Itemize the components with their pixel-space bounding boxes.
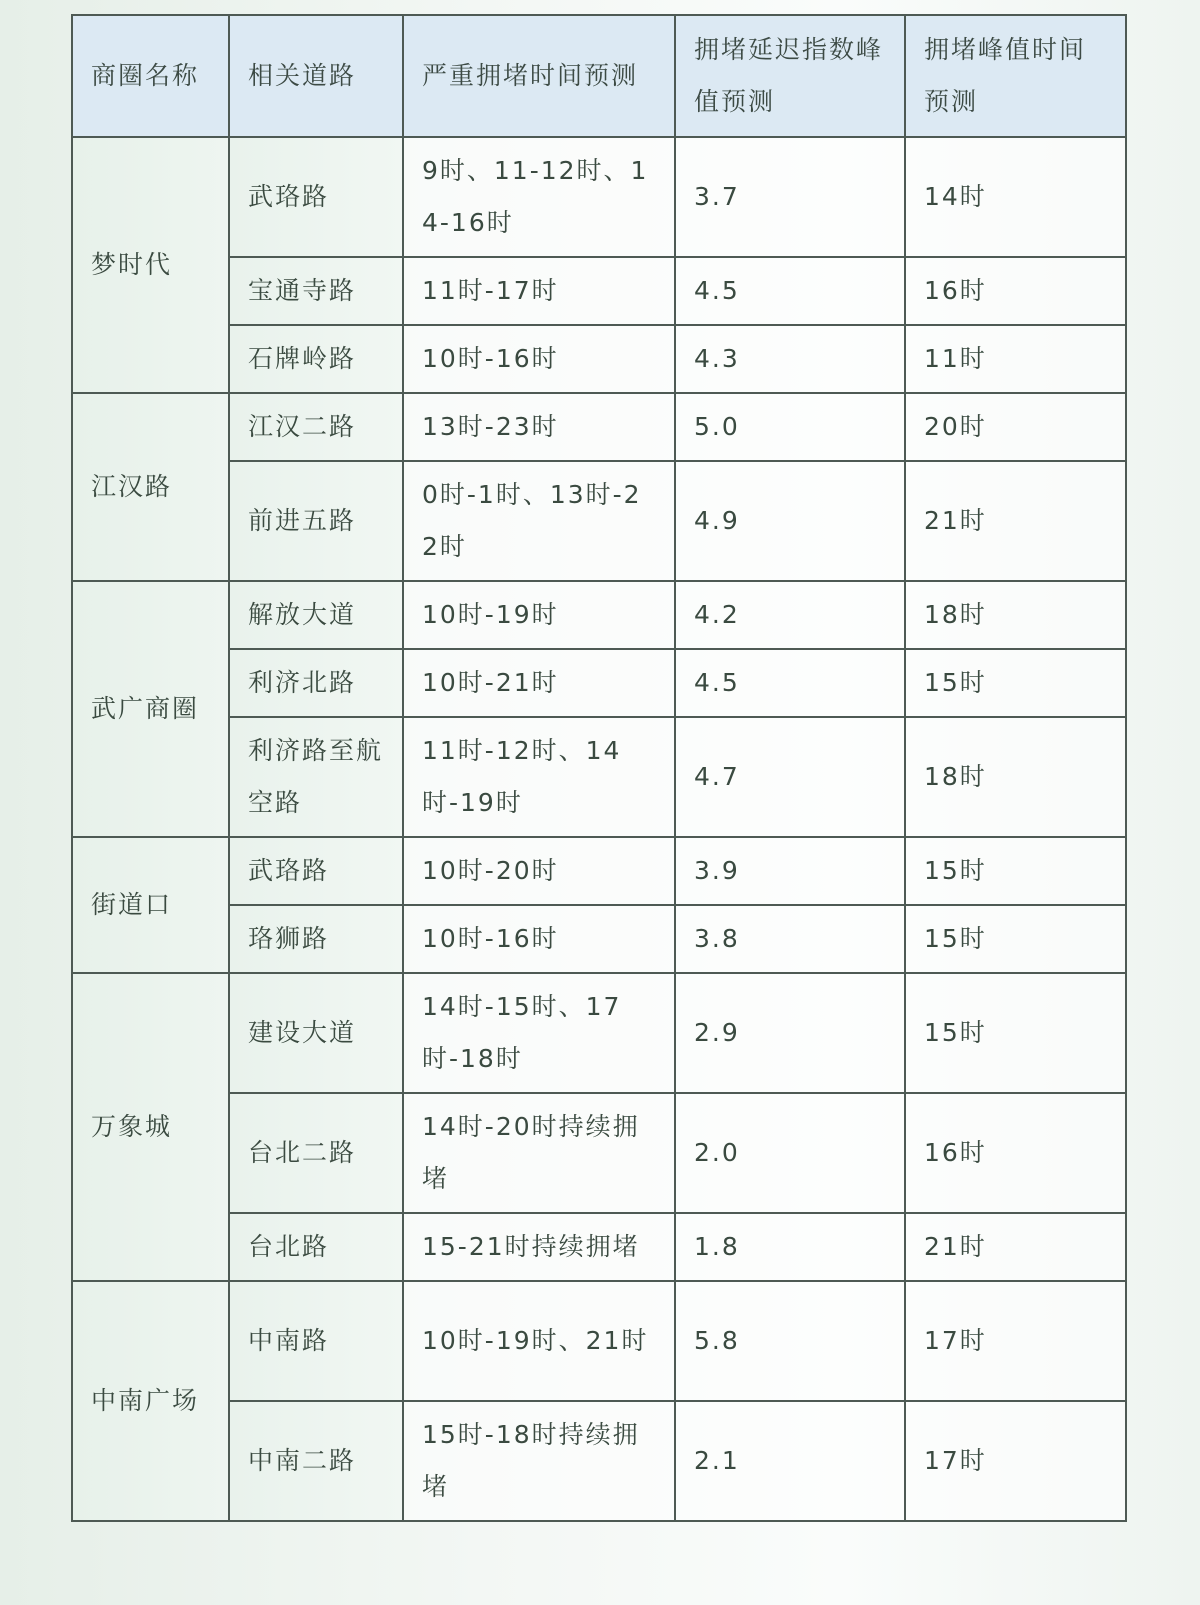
congestion-time: 10时-19时、21时	[403, 1281, 675, 1401]
road-name: 解放大道	[229, 581, 403, 649]
peak-time: 14时	[905, 137, 1126, 257]
district-name: 街道口	[72, 837, 229, 973]
table-row	[72, 257, 1126, 325]
congestion-time: 11时-17时	[403, 257, 675, 325]
peak-index: 4.2	[675, 581, 905, 649]
road-name: 建设大道	[229, 973, 403, 1093]
peak-time: 16时	[905, 1093, 1126, 1213]
header-peak-time: 拥堵峰值时间预测	[905, 15, 1126, 137]
header-road: 相关道路	[229, 15, 403, 137]
table-row	[72, 837, 1126, 905]
peak-time: 21时	[905, 1213, 1126, 1281]
peak-index: 1.8	[675, 1213, 905, 1281]
table-row	[72, 325, 1126, 393]
peak-index: 2.1	[675, 1401, 905, 1521]
header-congestion-time: 严重拥堵时间预测	[403, 15, 675, 137]
congestion-time: 10时-21时	[403, 649, 675, 717]
road-name: 珞狮路	[229, 905, 403, 973]
congestion-time: 10时-16时	[403, 905, 675, 973]
road-name: 利济北路	[229, 649, 403, 717]
table-row	[72, 1213, 1126, 1281]
peak-time: 15时	[905, 905, 1126, 973]
table-row	[72, 905, 1126, 973]
district-name: 江汉路	[72, 393, 229, 581]
congestion-time: 0时-1时、13时-22时	[403, 461, 675, 581]
congestion-time: 10时-20时	[403, 837, 675, 905]
road-name: 石牌岭路	[229, 325, 403, 393]
peak-index: 4.5	[675, 257, 905, 325]
peak-index: 5.0	[675, 393, 905, 461]
congestion-time: 9时、11-12时、14-16时	[403, 137, 675, 257]
header-peak-index: 拥堵延迟指数峰值预测	[675, 15, 905, 137]
peak-time: 17时	[905, 1401, 1126, 1521]
table-row	[72, 649, 1126, 717]
peak-time: 15时	[905, 649, 1126, 717]
peak-time: 15时	[905, 837, 1126, 905]
congestion-time: 10时-19时	[403, 581, 675, 649]
district-name: 梦时代	[72, 137, 229, 393]
peak-index: 4.7	[675, 717, 905, 837]
table-header-row	[72, 15, 1126, 137]
table-row	[72, 137, 1126, 257]
peak-time: 17时	[905, 1281, 1126, 1401]
congestion-time: 15时-18时持续拥堵	[403, 1401, 675, 1521]
road-name: 台北路	[229, 1213, 403, 1281]
peak-time: 18时	[905, 717, 1126, 837]
congestion-time: 10时-16时	[403, 325, 675, 393]
congestion-time: 14时-15时、17时-18时	[403, 973, 675, 1093]
peak-time: 16时	[905, 257, 1126, 325]
peak-index: 3.9	[675, 837, 905, 905]
congestion-time: 14时-20时持续拥堵	[403, 1093, 675, 1213]
peak-index: 4.5	[675, 649, 905, 717]
road-name: 利济路至航空路	[229, 717, 403, 837]
district-name: 中南广场	[72, 1281, 229, 1521]
table-row	[72, 973, 1126, 1093]
table-row	[72, 1281, 1126, 1401]
peak-time: 18时	[905, 581, 1126, 649]
peak-index: 4.9	[675, 461, 905, 581]
road-name: 中南路	[229, 1281, 403, 1401]
road-name: 江汉二路	[229, 393, 403, 461]
peak-index: 2.9	[675, 973, 905, 1093]
congestion-table-container	[71, 14, 1125, 1522]
peak-time: 21时	[905, 461, 1126, 581]
peak-index: 5.8	[675, 1281, 905, 1401]
road-name: 前进五路	[229, 461, 403, 581]
table-row	[72, 1093, 1126, 1213]
peak-index: 2.0	[675, 1093, 905, 1213]
congestion-forecast-table	[71, 14, 1127, 1522]
congestion-time: 13时-23时	[403, 393, 675, 461]
road-name: 宝通寺路	[229, 257, 403, 325]
peak-time: 11时	[905, 325, 1126, 393]
table-row	[72, 393, 1126, 461]
road-name: 武珞路	[229, 137, 403, 257]
peak-index: 3.8	[675, 905, 905, 973]
peak-index: 4.3	[675, 325, 905, 393]
table-row	[72, 581, 1126, 649]
table-row	[72, 461, 1126, 581]
header-district: 商圈名称	[72, 15, 229, 137]
road-name: 武珞路	[229, 837, 403, 905]
road-name: 台北二路	[229, 1093, 403, 1213]
district-name: 万象城	[72, 973, 229, 1281]
peak-time: 20时	[905, 393, 1126, 461]
peak-time: 15时	[905, 973, 1126, 1093]
road-name: 中南二路	[229, 1401, 403, 1521]
table-row	[72, 717, 1126, 837]
congestion-time: 11时-12时、14时-19时	[403, 717, 675, 837]
congestion-time: 15-21时持续拥堵	[403, 1213, 675, 1281]
district-name: 武广商圈	[72, 581, 229, 837]
table-row	[72, 1401, 1126, 1521]
peak-index: 3.7	[675, 137, 905, 257]
